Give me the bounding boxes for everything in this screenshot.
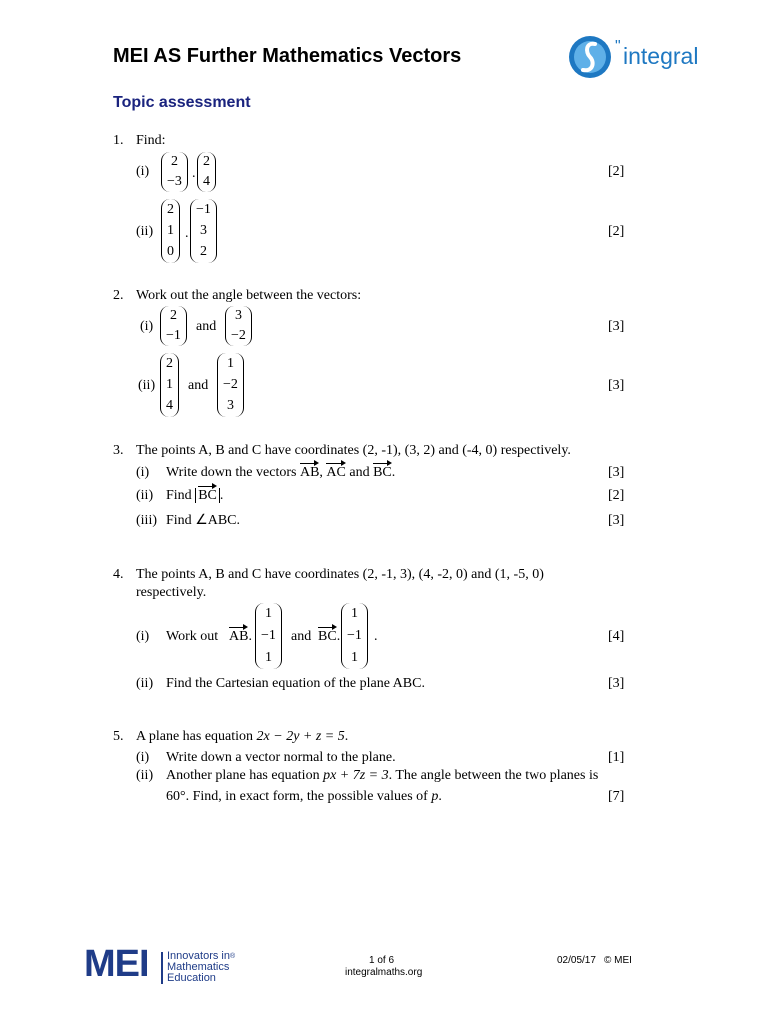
vector-ac: AC [326, 465, 346, 480]
angle-abc: ∠ABC [195, 513, 237, 528]
q2-i-mark: [3] [608, 319, 625, 334]
q4-i-text: Work out [166, 629, 219, 644]
q3-iii-mark: [3] [608, 513, 625, 528]
q4-number: 4. [113, 567, 124, 582]
q4-text-line1: The points A, B and C have coordinates (2, -1, 3), (4, -2, 0) and (1, -5, 0) [136, 567, 544, 582]
mei-logo [84, 943, 254, 989]
q3-i-text: Write down the vectors AB, AC and BC. [166, 465, 396, 480]
q1-ii-label: (ii) [136, 224, 154, 239]
q2-text: Work out the angle between the vectors: [136, 288, 362, 303]
q4-i-vector-b: 1 −1 1 [341, 603, 368, 669]
integral-logo-mark: " [615, 38, 621, 55]
q4-i-and: and [291, 629, 312, 644]
q5-i-text: Write down a vector normal to the plane. [166, 750, 396, 765]
q4-i-label: (i) [136, 629, 150, 644]
q2-ii-label: (ii) [138, 378, 156, 393]
q3-number: 3. [113, 443, 124, 458]
q3-iii-text: Find ∠ABC. [166, 513, 241, 528]
q4-i-mark: [4] [608, 629, 625, 644]
q2-i-vector-b: 3 −2 [225, 306, 252, 346]
q1-number: 1. [113, 133, 124, 148]
q1-ii-vector-b: −1 3 2 [190, 199, 217, 263]
q3-i-mark: [3] [608, 465, 625, 480]
q4-i-vector-a: 1 −1 1 [255, 603, 282, 669]
integral-logo-icon [568, 34, 612, 80]
q3-iii-label: (iii) [136, 513, 157, 528]
vector-ab: AB [299, 465, 320, 480]
q2-number: 2. [113, 288, 124, 303]
q2-ii-vector-a: 2 1 4 [160, 353, 179, 417]
footer-site: integralmaths.org [345, 967, 423, 978]
q3-ii-text: Find BC . [166, 488, 224, 503]
q2-ii-mark: [3] [608, 378, 625, 393]
q5-i-mark: [1] [608, 750, 625, 765]
q2-ii-vector-b: 1 −2 3 [217, 353, 244, 417]
magnitude-bc: BC [195, 488, 220, 503]
integral-logo-text: integral [623, 43, 699, 69]
q4-text-line2: respectively. [136, 585, 207, 600]
q5-text: A plane has equation 2x − 2y + z = 5. [136, 729, 349, 744]
q4-ii-mark: [3] [608, 676, 625, 691]
q2-i-vector-a: 2 −1 [160, 306, 187, 346]
section-title: Topic assessment [113, 94, 251, 111]
q1-text: Find: [136, 133, 166, 148]
q5-i-label: (i) [136, 750, 150, 765]
mei-logo-text: MEI [84, 943, 149, 985]
q5-equation: 2x − 2y + z = 5 [256, 729, 345, 744]
q1-i-vector-a: 2 −3 [161, 152, 188, 192]
q5-ii-mark: [7] [608, 789, 625, 804]
q1-i-label: (i) [136, 164, 150, 179]
integral-logo [568, 34, 718, 80]
q3-text: The points A, B and C have coordinates (2, -1), (3, 2) and (-4, 0) respectively. [136, 443, 571, 458]
q3-i-label: (i) [136, 465, 150, 480]
dot-operator: . [185, 226, 189, 241]
q3-ii-mark: [2] [608, 488, 625, 503]
q2-ii-and: and [188, 378, 209, 393]
q5-ii-label: (ii) [136, 768, 154, 783]
page-number: 1 of 6 [369, 955, 395, 966]
document-title: MEI AS Further Mathematics Vectors [113, 45, 462, 67]
footer-copyright: © MEI [604, 955, 632, 966]
footer-date: 02/05/17 [557, 955, 596, 966]
q5-ii-text-line2: 60°. Find, in exact form, the possible values of p. [166, 789, 442, 804]
mei-tagline: Innovators in® Mathematics Education [167, 950, 236, 984]
q2-i-label: (i) [140, 319, 154, 334]
q4-ii-label: (ii) [136, 676, 154, 691]
q1-i-mark: [2] [608, 164, 625, 179]
q4-i-ab: AB. [229, 629, 252, 644]
q1-i-vector-b: 2 4 [197, 152, 216, 192]
q2-i-and: and [196, 319, 217, 334]
q3-ii-label: (ii) [136, 488, 154, 503]
mei-logo-divider [161, 952, 163, 984]
q4-i-end: . [374, 629, 378, 644]
q4-i-bc: BC. [318, 629, 341, 644]
q5-ii-equation: px + 7z = 3 [323, 768, 389, 783]
q4-ii-text: Find the Cartesian equation of the plane ABC. [166, 676, 425, 691]
q5-number: 5. [113, 729, 124, 744]
q1-ii-mark: [2] [608, 224, 625, 239]
vector-bc: BC [373, 465, 392, 480]
q1-ii-vector-a: 2 1 0 [161, 199, 180, 263]
dot-operator: . [192, 166, 196, 181]
q5-ii-text-line1: Another plane has equation px + 7z = 3. The angle between the two planes is [166, 768, 599, 783]
